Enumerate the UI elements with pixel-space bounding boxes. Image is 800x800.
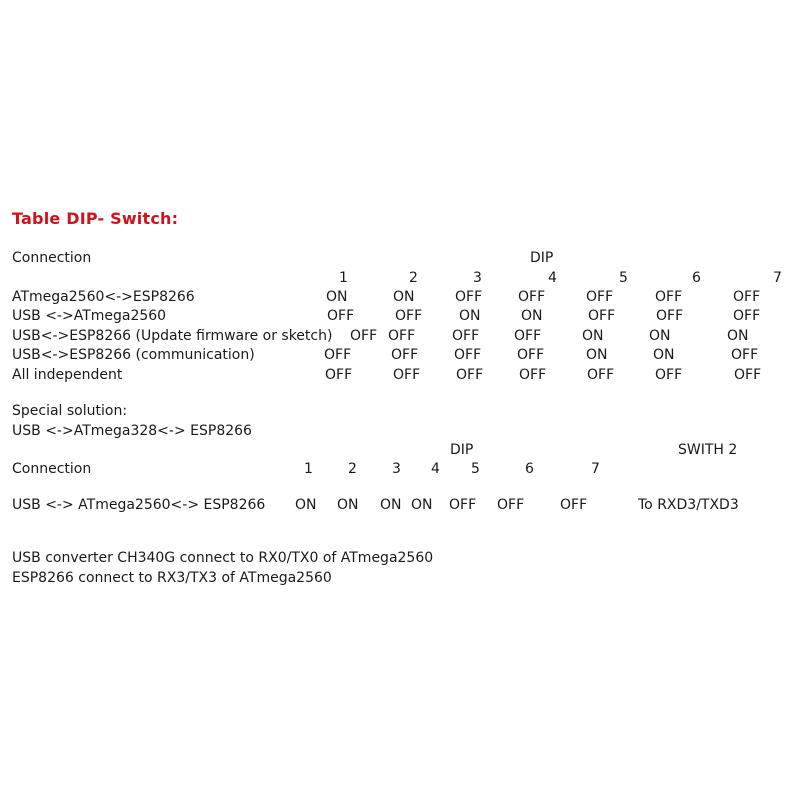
dip-column-number: 3 <box>473 270 482 286</box>
dip-value: OFF <box>518 289 546 305</box>
dip-value: OFF <box>560 497 588 513</box>
dip-header: DIP <box>530 250 554 266</box>
dip-value: OFF <box>391 347 419 363</box>
dip-value: OFF <box>327 308 355 324</box>
row-label: USB<->ESP8266 (communication) <box>12 347 255 363</box>
connection-header: Connection <box>12 250 92 266</box>
dip-value: ON <box>459 308 481 324</box>
dip-column-number: 2 <box>348 461 357 477</box>
dip-value: OFF <box>734 367 762 383</box>
dip-value: OFF <box>455 289 483 305</box>
row-label: USB <->ATmega2560 <box>12 308 167 324</box>
dip-value: OFF <box>325 367 353 383</box>
dip-value: OFF <box>655 289 683 305</box>
dip-value: ON <box>393 289 415 305</box>
dip-value: ON <box>380 497 402 513</box>
dip-column-number: 2 <box>409 270 418 286</box>
dip-value: OFF <box>586 289 614 305</box>
special-subheading: USB <->ATmega328<-> ESP8266 <box>12 423 252 439</box>
dip-column-number: 1 <box>339 270 348 286</box>
row-label: All independent <box>12 367 123 383</box>
special-heading: Special solution: <box>12 403 128 419</box>
switch2-header: SWITH 2 <box>678 442 738 458</box>
dip-column-number: 5 <box>619 270 628 286</box>
dip-column-number: 4 <box>431 461 440 477</box>
dip-value: OFF <box>517 347 545 363</box>
dip-column-number: 1 <box>304 461 313 477</box>
dip-value: OFF <box>456 367 484 383</box>
page-title: Table DIP- Switch: <box>12 209 179 228</box>
dip-value: OFF <box>454 347 482 363</box>
dip-value: OFF <box>395 308 423 324</box>
dip-value: OFF <box>452 328 480 344</box>
switch2-value: To RXD3/TXD3 <box>638 497 739 513</box>
dip-value: ON <box>521 308 543 324</box>
dip-value: ON <box>337 497 359 513</box>
dip-value: OFF <box>733 289 761 305</box>
dip-column-number: 7 <box>591 461 600 477</box>
row-label: ATmega2560<->ESP8266 <box>12 289 195 305</box>
dip-value: ON <box>295 497 317 513</box>
dip-header: DIP <box>450 442 474 458</box>
dip-column-number: 6 <box>525 461 534 477</box>
dip-value: ON <box>586 347 608 363</box>
row-label: USB <-> ATmega2560<-> ESP8266 <box>12 497 266 513</box>
dip-value: OFF <box>731 347 759 363</box>
dip-value: OFF <box>587 367 615 383</box>
connection-header: Connection <box>12 461 92 477</box>
dip-value: OFF <box>324 347 352 363</box>
dip-value: OFF <box>514 328 542 344</box>
dip-value: OFF <box>519 367 547 383</box>
dip-value: OFF <box>588 308 616 324</box>
dip-column-number: 5 <box>471 461 480 477</box>
note-line: USB converter CH340G connect to RX0/TX0 of ATmega2560 <box>12 550 434 566</box>
dip-value: ON <box>582 328 604 344</box>
dip-column-number: 7 <box>773 270 782 286</box>
dip-column-number: 4 <box>548 270 557 286</box>
dip-value: ON <box>727 328 749 344</box>
dip-value: OFF <box>497 497 525 513</box>
dip-value: OFF <box>449 497 477 513</box>
dip-value: ON <box>653 347 675 363</box>
dip-value: OFF <box>393 367 421 383</box>
dip-value: OFF <box>656 308 684 324</box>
dip-value: OFF <box>388 328 416 344</box>
dip-value: OFF <box>733 308 761 324</box>
dip-value: OFF <box>655 367 683 383</box>
row-label: USB<->ESP8266 (Update firmware or sketch) <box>12 328 333 344</box>
dip-value: ON <box>649 328 671 344</box>
dip-value: ON <box>326 289 348 305</box>
dip-column-number: 6 <box>692 270 701 286</box>
note-line: ESP8266 connect to RX3/TX3 of ATmega2560 <box>12 570 332 586</box>
dip-column-number: 3 <box>392 461 401 477</box>
dip-value: ON <box>411 497 433 513</box>
dip-value: OFF <box>350 328 378 344</box>
